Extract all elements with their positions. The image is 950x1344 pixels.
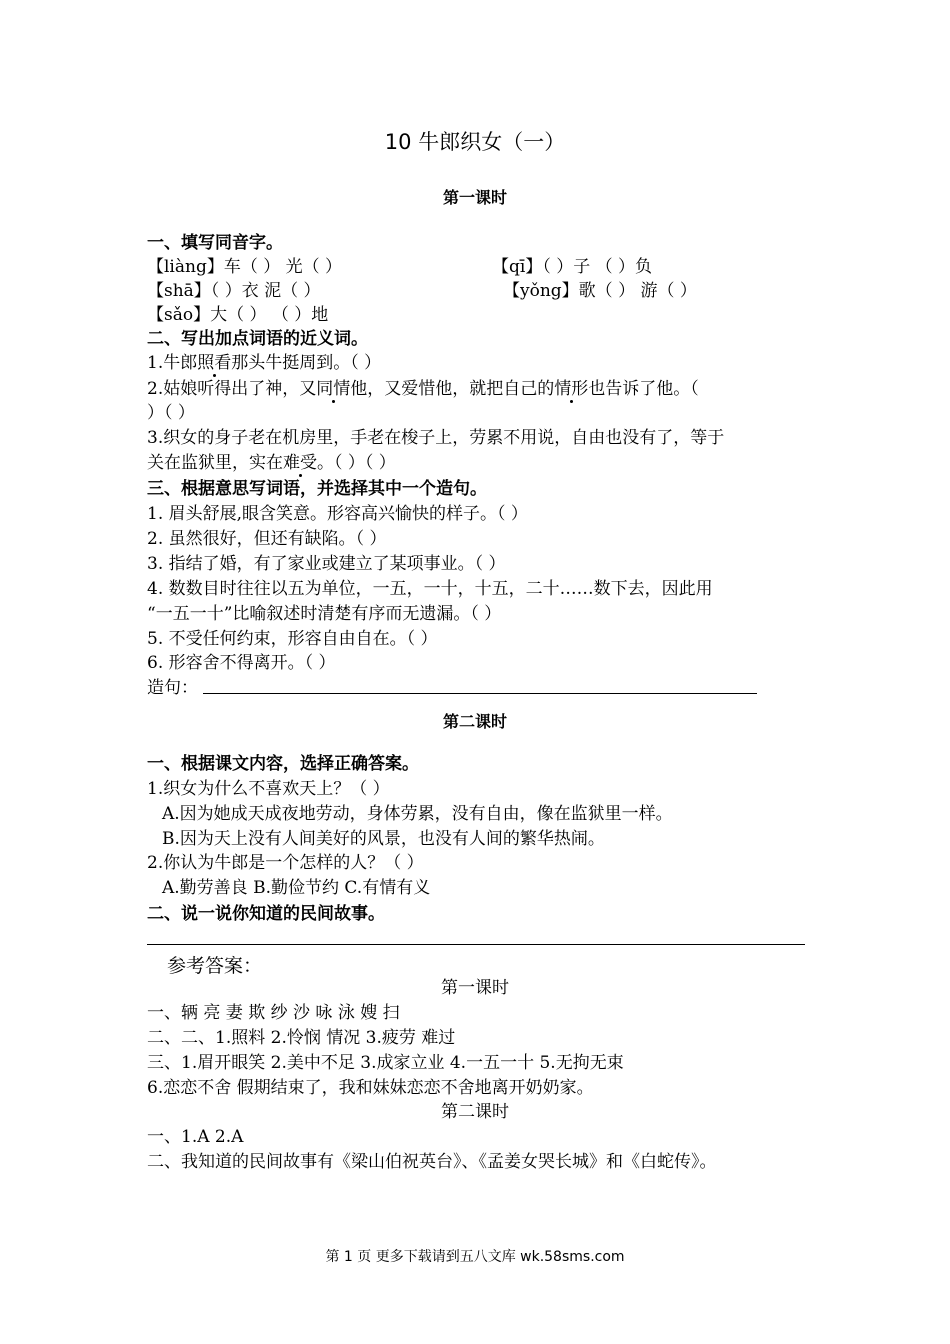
list-item: 3. 指结了婚，有了家业或建立了某项事业。（ ） xyxy=(147,554,506,574)
section-title: 一、根据课文内容，选择正确答案。 xyxy=(147,754,419,774)
answers-lesson2-heading: 第二课时 xyxy=(441,1102,509,1122)
page-footer: 第 1 页 更多下载请到五八文库 wk.58sms.com xyxy=(325,1249,625,1265)
sentence-label: 造句： xyxy=(147,678,198,698)
divider xyxy=(147,944,805,945)
dotted-word: 同情 xyxy=(316,379,351,399)
question: 2.你认为牛郎是一个怎样的人？（ ） xyxy=(147,853,424,873)
question-2-cont: ）（ ） xyxy=(147,403,195,423)
sentence-answer-line xyxy=(203,693,757,694)
answers-lesson1-heading: 第一课时 xyxy=(441,978,509,998)
option-b: B.因为天上没有人间美好的风景，也没有人间的繁华热闹。 xyxy=(162,829,605,849)
lesson2-heading: 第二课时 xyxy=(442,712,507,731)
list-item: “一五一十”比喻叙述时清楚有序而无遗漏。（ ） xyxy=(147,604,502,624)
section-title: 二、说一说你知道的民间故事。 xyxy=(147,904,385,924)
question: 1.织女为什么不喜欢天上？（ ） xyxy=(147,779,390,799)
answer-line: 6.恋恋不舍 假期结束了，我和妹妹恋恋不舍地离开奶奶家。 xyxy=(147,1078,594,1098)
page-title: 10 牛郎织女（一） xyxy=(384,130,566,154)
list-item: 1. 眉头舒展,眼含笑意。形容高兴愉快的样子。（ ） xyxy=(147,504,528,524)
answer-line: 一、1.A 2.A xyxy=(147,1127,244,1147)
question-2: 2.姑娘听得出了神，又同情他，又爱惜他，就把自己的情形也告诉了他。（ xyxy=(147,379,699,399)
list-item: 2. 虽然很好，但还有缺陷。（ ） xyxy=(147,529,387,549)
answer-line: 三、1.眉开眼笑 2.美中不足 3.成家立业 4.一五一十 5.无拘无束 xyxy=(147,1053,624,1073)
list-item: 4. 数数目时往往以五为单位，一五，一十，十五，二十……数下去，因此用 xyxy=(147,579,713,599)
dotted-word: 难受 xyxy=(283,453,317,473)
section-title: 二、写出加点词语的近义词。 xyxy=(147,329,368,349)
answer-line: 二、我知道的民间故事有《梁山伯祝英台》、《孟姜女哭长城》和《白蛇传》。 xyxy=(147,1152,717,1172)
section-title: 一、填写同音字。 xyxy=(147,233,283,253)
options: A.勤劳善良 B.勤俭节约 C.有情有义 xyxy=(162,878,431,898)
question-3-cont: 关在监狱里，实在难受。（ ）（ ） xyxy=(147,453,396,473)
question-1: 1.牛郎照看那头牛挺周到。（ ） xyxy=(147,353,382,373)
dotted-word: 照看 xyxy=(197,353,232,373)
dotted-word: 情形 xyxy=(554,379,589,399)
answer-line: 二、二、1.照料 2.怜悯 情况 3.疲劳 难过 xyxy=(147,1028,456,1048)
question-3: 3.织女的身子老在机房里，手老在梭子上，劳累不用说，自由也没有了，等于 xyxy=(147,428,725,448)
option-a: A.因为她成天成夜地劳动，身体劳累，没有自由，像在监狱里一样。 xyxy=(162,804,673,824)
list-item: 6. 形容舍不得离开。（ ） xyxy=(147,653,336,673)
answers-heading: 参考答案： xyxy=(167,955,263,977)
list-item: 5. 不受任何约束，形容自由自在。（ ） xyxy=(147,629,438,649)
section-title: 三、根据意思写词语，并选择其中一个造句。 xyxy=(147,479,487,499)
lesson1-heading: 第一课时 xyxy=(442,188,507,207)
answer-line: 一、辆 亮 妻 欺 纱 沙 咏 泳 嫂 扫 xyxy=(147,1003,400,1023)
